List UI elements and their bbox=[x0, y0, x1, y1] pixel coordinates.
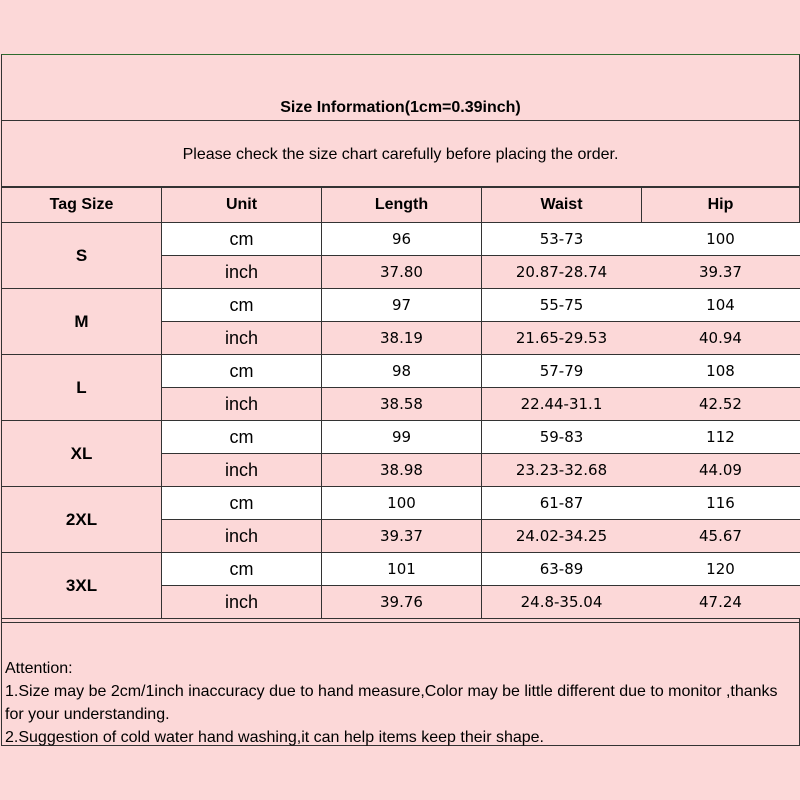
unit-cell: inch bbox=[162, 388, 322, 421]
hip-cell: 104 bbox=[641, 289, 800, 322]
waist-cell: 24.8-35.04 bbox=[482, 586, 642, 619]
hip-row bbox=[641, 223, 800, 256]
hip-row bbox=[641, 421, 800, 454]
tag-size-cell: 3XL bbox=[2, 553, 162, 619]
waist-cell: 59-83 bbox=[482, 421, 642, 454]
hip-row bbox=[641, 388, 800, 421]
length-cell: 39.37 bbox=[322, 520, 482, 553]
header-waist: Waist bbox=[482, 188, 642, 223]
attention-line-2: 2.Suggestion of cold water hand washing,it can help items keep their shape. bbox=[5, 729, 544, 746]
hip-row bbox=[641, 586, 800, 619]
waist-cell: 22.44-31.1 bbox=[482, 388, 642, 421]
length-cell: 99 bbox=[322, 421, 482, 454]
hip-cell: 42.52 bbox=[641, 388, 800, 421]
hip-row bbox=[641, 289, 800, 322]
length-cell: 101 bbox=[322, 553, 482, 586]
waist-cell: 21.65-29.53 bbox=[482, 322, 642, 355]
table-row bbox=[2, 355, 642, 388]
length-cell: 39.76 bbox=[322, 586, 482, 619]
tag-size-cell: S bbox=[2, 223, 162, 289]
hip-cell: 120 bbox=[641, 553, 800, 586]
hip-cell: 45.67 bbox=[641, 520, 800, 553]
waist-cell: 55-75 bbox=[482, 289, 642, 322]
notice-band bbox=[2, 121, 799, 187]
unit-cell: inch bbox=[162, 256, 322, 289]
table-row bbox=[2, 289, 642, 322]
waist-cell: 53-73 bbox=[482, 223, 642, 256]
attention-heading: Attention: bbox=[5, 660, 73, 677]
size-table bbox=[1, 187, 642, 619]
tag-size-cell: L bbox=[2, 355, 162, 421]
unit-cell: cm bbox=[162, 553, 322, 586]
hip-cell: 116 bbox=[641, 487, 800, 520]
unit-cell: cm bbox=[162, 421, 322, 454]
waist-cell: 24.02-34.25 bbox=[482, 520, 642, 553]
tag-size-cell: M bbox=[2, 289, 162, 355]
unit-cell: inch bbox=[162, 586, 322, 619]
waist-cell: 57-79 bbox=[482, 355, 642, 388]
hip-row bbox=[641, 355, 800, 388]
waist-cell: 63-89 bbox=[482, 553, 642, 586]
header-unit: Unit bbox=[162, 188, 322, 223]
hip-row bbox=[641, 553, 800, 586]
table-header-row bbox=[2, 188, 642, 223]
unit-cell: cm bbox=[162, 289, 322, 322]
unit-cell: inch bbox=[162, 454, 322, 487]
hip-cell: 40.94 bbox=[641, 322, 800, 355]
unit-cell: cm bbox=[162, 223, 322, 256]
waist-cell: 23.23-32.68 bbox=[482, 454, 642, 487]
hip-header-row bbox=[641, 188, 800, 223]
hip-row bbox=[641, 322, 800, 355]
hip-cell: 47.24 bbox=[641, 586, 800, 619]
table-row bbox=[2, 487, 642, 520]
size-table-body bbox=[2, 223, 642, 619]
table-row bbox=[2, 421, 642, 454]
notice-text: Please check the size chart carefully before placing the order. bbox=[182, 146, 619, 163]
length-cell: 38.98 bbox=[322, 454, 482, 487]
unit-cell: cm bbox=[162, 487, 322, 520]
hip-row bbox=[641, 256, 800, 289]
page-title: Size Information(1cm=0.39inch) bbox=[280, 99, 521, 116]
hip-column-body bbox=[641, 223, 800, 619]
hip-cell: 108 bbox=[641, 355, 800, 388]
attention-section bbox=[5, 657, 795, 749]
length-cell: 96 bbox=[322, 223, 482, 256]
hip-row bbox=[641, 454, 800, 487]
length-cell: 38.19 bbox=[322, 322, 482, 355]
hip-cell: 39.37 bbox=[641, 256, 800, 289]
length-cell: 38.58 bbox=[322, 388, 482, 421]
waist-cell: 61-87 bbox=[482, 487, 642, 520]
attention-divider bbox=[2, 622, 799, 623]
hip-cell: 112 bbox=[641, 421, 800, 454]
tag-size-cell: 2XL bbox=[2, 487, 162, 553]
length-cell: 100 bbox=[322, 487, 482, 520]
length-cell: 98 bbox=[322, 355, 482, 388]
table-row bbox=[2, 553, 642, 586]
unit-cell: inch bbox=[162, 322, 322, 355]
waist-cell: 20.87-28.74 bbox=[482, 256, 642, 289]
hip-row bbox=[641, 520, 800, 553]
unit-cell: cm bbox=[162, 355, 322, 388]
length-cell: 37.80 bbox=[322, 256, 482, 289]
hip-cell: 44.09 bbox=[641, 454, 800, 487]
hip-column bbox=[641, 187, 800, 619]
unit-cell: inch bbox=[162, 520, 322, 553]
hip-row bbox=[641, 487, 800, 520]
hip-cell: 100 bbox=[641, 223, 800, 256]
size-chart-sheet bbox=[1, 54, 800, 746]
length-cell: 97 bbox=[322, 289, 482, 322]
header-tag-size: Tag Size bbox=[2, 188, 162, 223]
header-hip: Hip bbox=[641, 188, 800, 223]
header-length: Length bbox=[322, 188, 482, 223]
tag-size-cell: XL bbox=[2, 421, 162, 487]
attention-line-1: 1.Size may be 2cm/1inch inaccuracy due to hand measure,Color may be little different due to monitor ,thanks for your understanding. bbox=[5, 683, 778, 723]
table-row bbox=[2, 223, 642, 256]
title-band bbox=[2, 55, 799, 121]
